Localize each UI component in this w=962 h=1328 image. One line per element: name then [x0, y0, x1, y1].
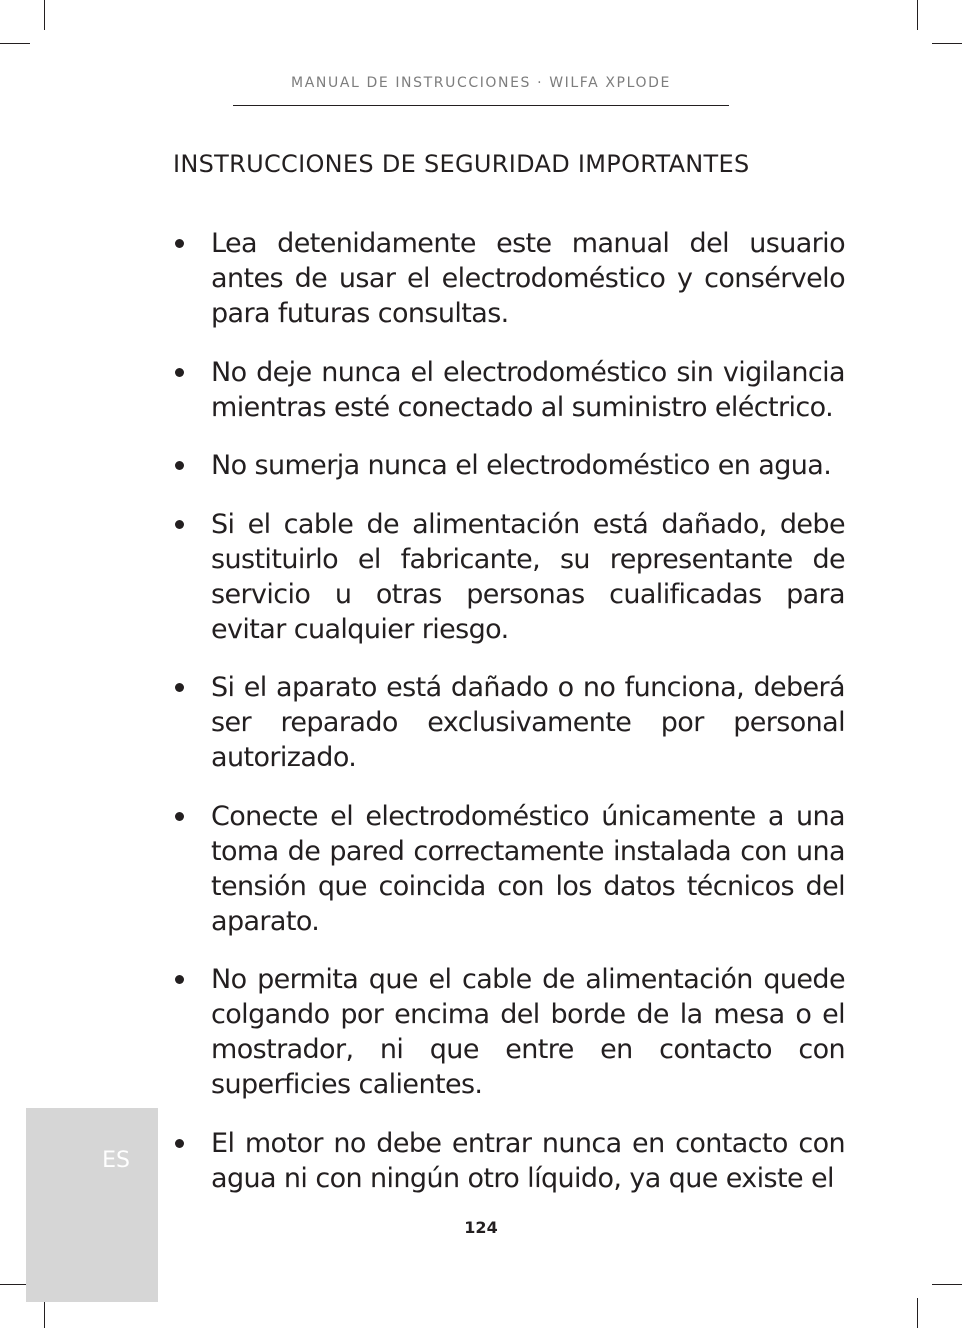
crop-mark-top-left-vertical [44, 0, 45, 30]
bullet-icon [175, 239, 184, 248]
crop-mark-bottom-right-vertical [917, 1298, 918, 1328]
list-item [173, 448, 845, 483]
bullet-icon [175, 368, 184, 377]
list-item-text: No permita que el cable de alimentación quede colgando por encima del borde de la mesa o el mostrador, ni que entre en contacto con superficies calientes. [211, 964, 845, 1100]
list-item-text: No sumerja nunca el electrodoméstico en agua. [211, 450, 832, 481]
list-item-text: No deje nunca el electrodoméstico sin vigilancia mientras esté conectado al suministro eléctrico. [211, 356, 845, 423]
language-tab [26, 1108, 158, 1302]
bullet-icon [175, 975, 184, 984]
list-item-text: Conecte el electrodoméstico únicamente a una toma de pared correctamente instalada con una tensión que coincida con los datos técnicos del aparato. [211, 800, 845, 937]
crop-mark-top-left-horizontal [0, 43, 30, 44]
list-item [173, 962, 845, 1102]
header-divider [233, 105, 729, 106]
language-tab-label: ES [102, 1148, 130, 1173]
bullet-icon [175, 683, 184, 692]
bullet-icon [175, 520, 184, 529]
list-item [173, 670, 845, 775]
bullet-icon [175, 812, 184, 821]
list-item [173, 355, 845, 425]
crop-mark-bottom-right-horizontal [932, 1284, 962, 1285]
list-item-text: El motor no debe entrar nunca en contacto con agua ni con ningún otro líquido, ya que existe el [211, 1127, 845, 1194]
safety-instructions-list [173, 226, 845, 1219]
list-item [173, 799, 845, 939]
list-item [173, 226, 845, 331]
crop-mark-top-right-vertical [917, 0, 918, 30]
list-item-text: Si el aparato está dañado o no funciona, deberá ser reparado exclusivamente por personal autorizado. [211, 672, 845, 773]
section-title: INSTRUCCIONES DE SEGURIDAD IMPORTANTES [173, 150, 750, 178]
list-item [173, 507, 845, 647]
running-header: MANUAL DE INSTRUCCIONES · WILFA XPLODE [291, 75, 671, 91]
page-number: 124 [464, 1218, 498, 1237]
bullet-icon [175, 461, 184, 470]
bullet-icon [175, 1139, 184, 1148]
crop-mark-bottom-left-vertical [44, 1298, 45, 1328]
list-item-text: Lea detenidamente este manual del usuario antes de usar el electrodoméstico y consérvelo para futuras consultas. [211, 228, 845, 329]
list-item-text: Si el cable de alimentación está dañado, debe sustituirlo el fabricante, su representante de servicio u otras personas cualificadas para evitar cualquier riesgo. [211, 508, 845, 645]
crop-mark-top-right-horizontal [932, 43, 962, 44]
list-item [173, 1126, 845, 1196]
